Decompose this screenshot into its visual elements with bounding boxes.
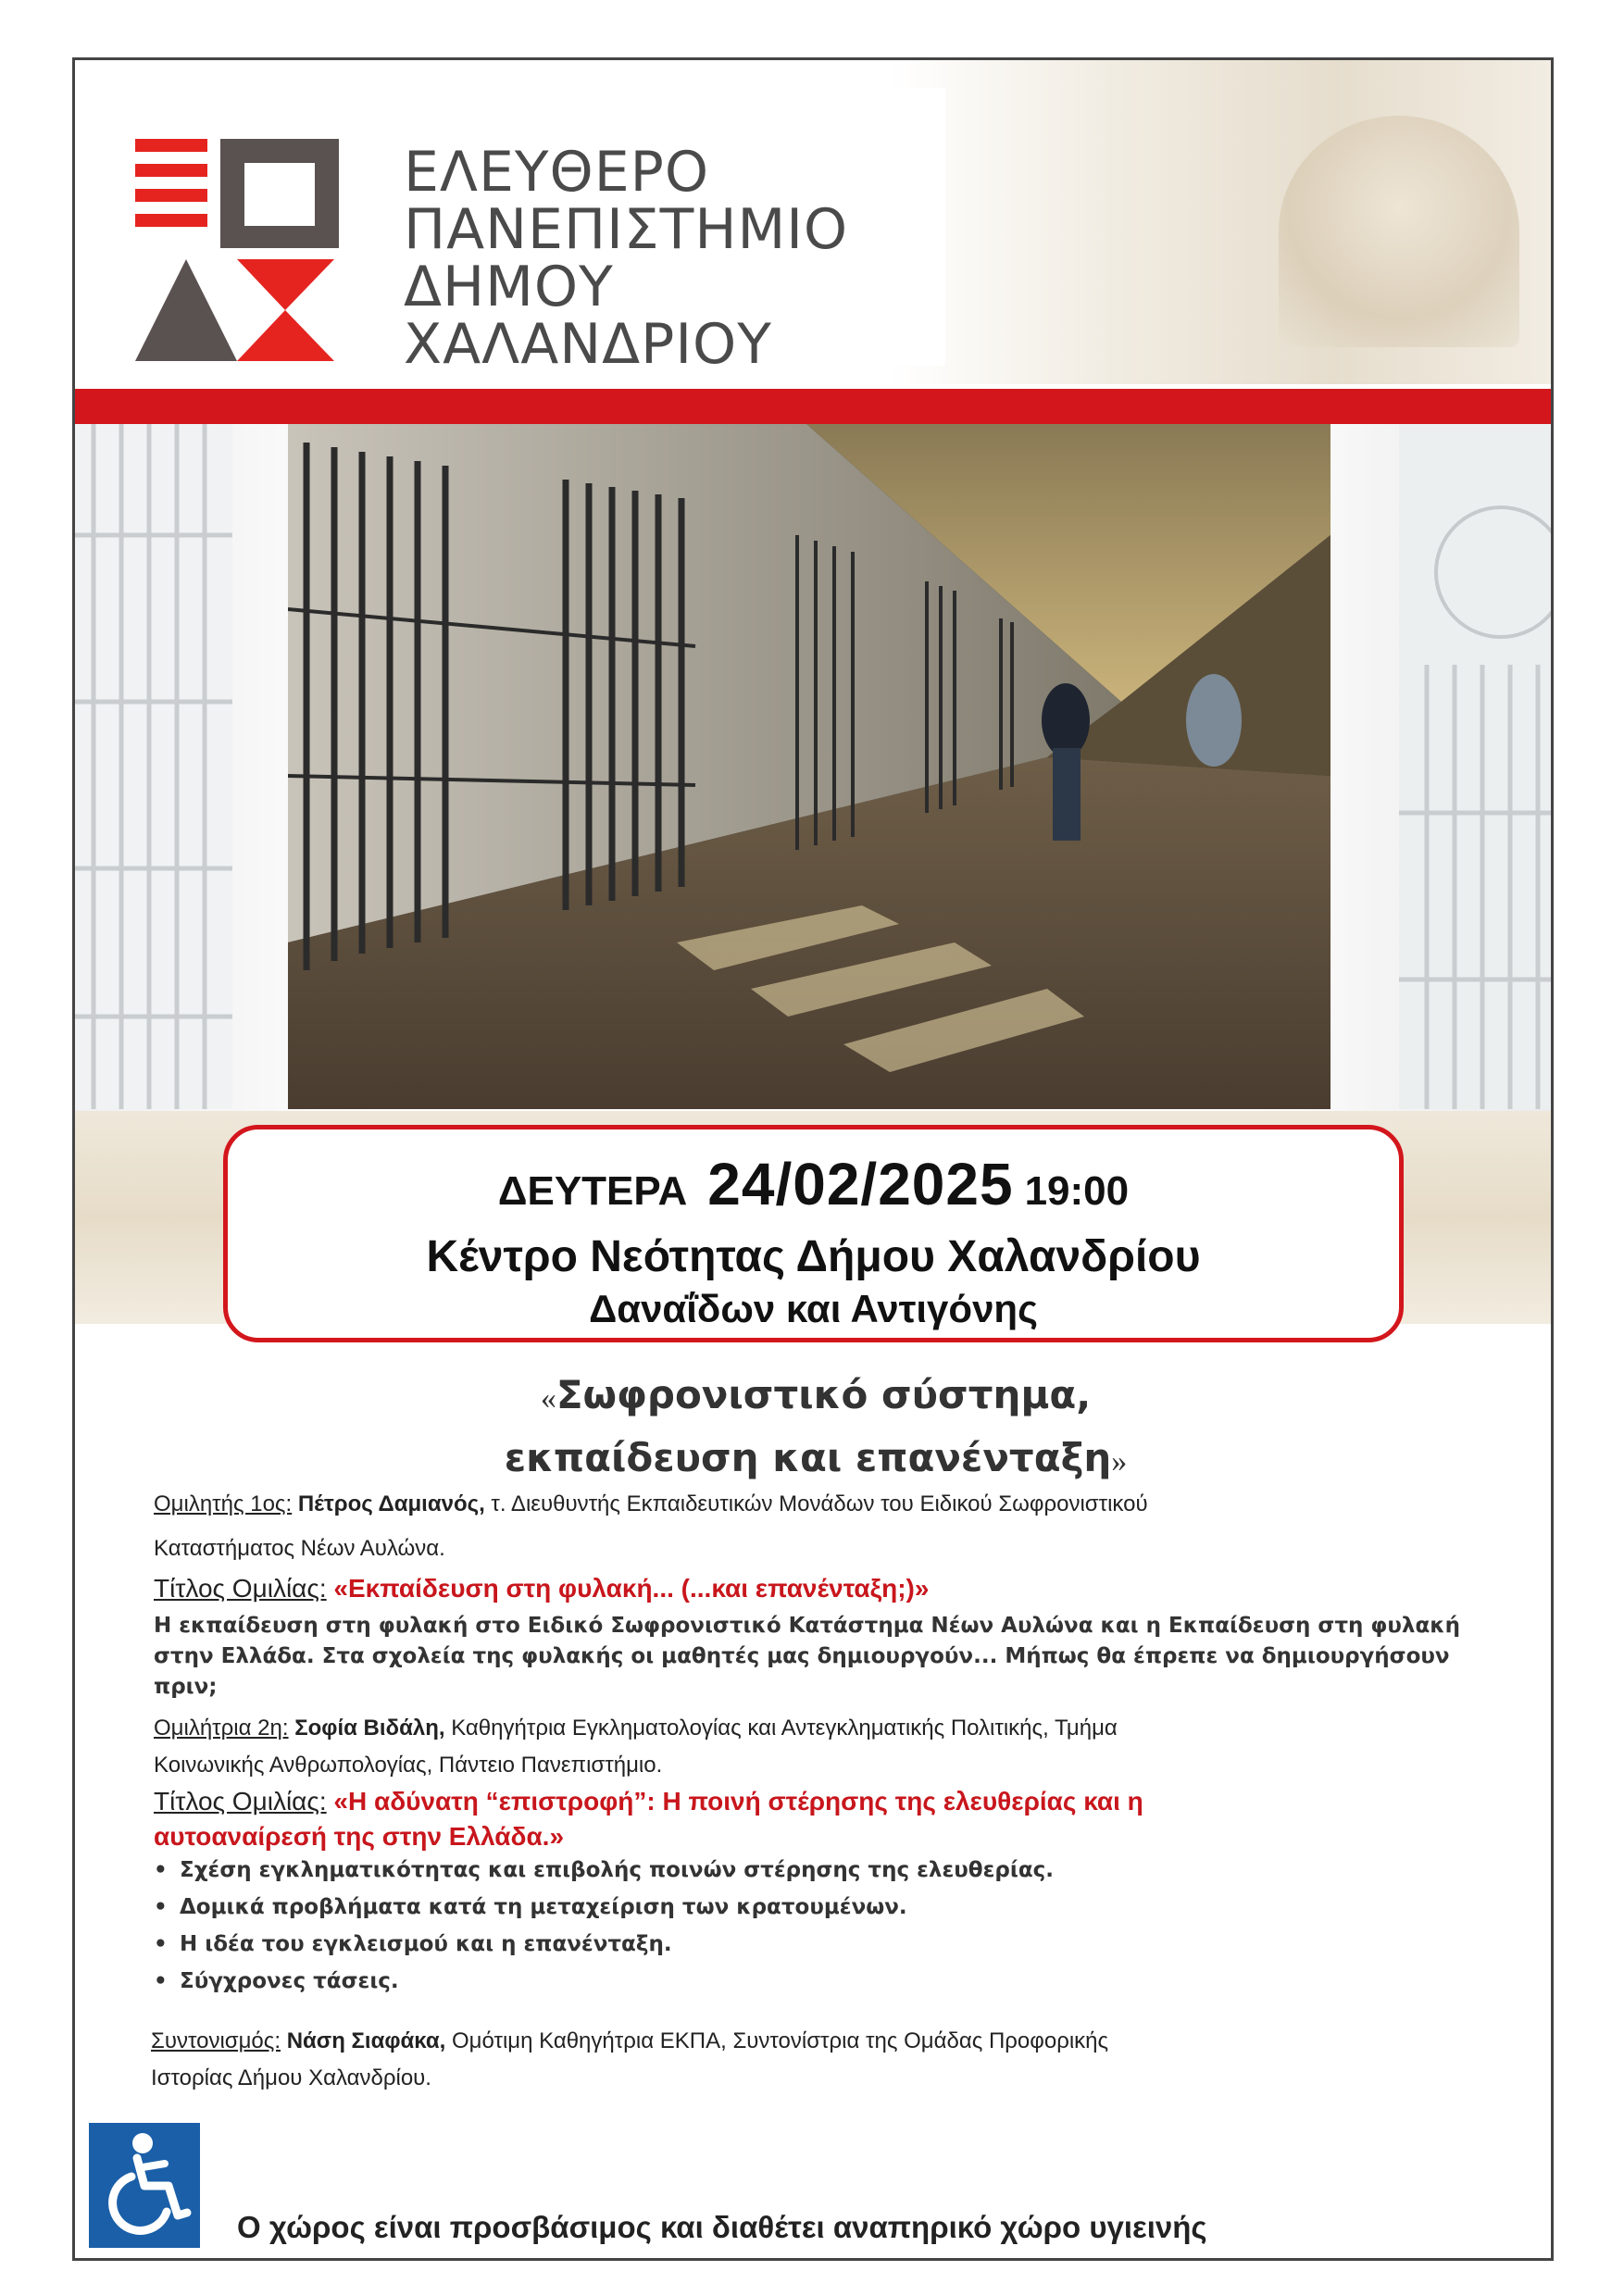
speaker1-talk	[154, 1571, 929, 1606]
moderator-role: Συντονισμός:	[151, 2028, 281, 2053]
event-date: 24/02/2025	[707, 1151, 1014, 1217]
photo-zone	[75, 424, 1554, 1123]
title-open-quote: «	[540, 1381, 556, 1416]
speaker1-desc: τ. Διευθυντής Εκπαιδευτικών Μονάδων του Ειδικού Σωφρονιστικού	[491, 1491, 1148, 1516]
speaker2-talk-label: Τίτλος Ομιλίας:	[154, 1787, 327, 1816]
event-datetime	[228, 1150, 1399, 1218]
logo-line: ΧΑΛΑΝΔΡΙΟΥ	[404, 312, 772, 377]
speaker2-talk-title-2: αυτοαναίρεσή της στην Ελλάδα.»	[154, 1822, 565, 1851]
speaker2-name: Σοφία Βιδάλη,	[294, 1716, 445, 1741]
event-venue: Κέντρο Νεότητας Δήμου Χαλανδρίου	[426, 1232, 1201, 1281]
logo-line: ΕΛΕΥΘΕΡΟ	[404, 140, 710, 205]
topic-item: • Σύγχρονες τάσεις.	[154, 1963, 1450, 2000]
title-line-1: Σωφρονιστικό σύστημα,	[556, 1372, 1092, 1417]
red-band-divider	[75, 389, 1554, 424]
speaker2-topics	[154, 1852, 1450, 2000]
logo-wordmark	[404, 140, 849, 377]
speaker2-info	[154, 1710, 1505, 1784]
speaker1-role: Ομιλητής 1ος:	[154, 1491, 293, 1516]
fresco-ornament	[1279, 116, 1519, 347]
event-address: Δαναΐδων και Αντιγόνης	[589, 1287, 1038, 1330]
cell-bars-left-decor	[75, 424, 232, 1109]
speaker1-abstract: Η εκπαίδευση στη φυλακή στο Ειδικό Σωφρονιστικό Κατάστημα Νέων Αυλώνα και η Εκπαίδευση στη φυλακή στην Ελλάδα. Στα σχολεία της φυλακής οι μαθητές μας δημιουργούν... Μήπως θα έπρεπε να δημιουργήσουν πριν;	[154, 1614, 1460, 1699]
moderator-info	[151, 2023, 1503, 2097]
speaker1-talk-label: Τίτλος Ομιλίας:	[154, 1574, 327, 1603]
topic-item: • Δομικά προβλήματα κατά τη μεταχείριση των κρατουμένων.	[154, 1889, 1450, 1926]
accessibility-note: Ο χώρος είναι προσβάσιμος και διαθέτει αναπηρικό χώρο υγιεινής	[237, 2210, 1207, 2244]
event-day: ΔΕΥΤΕΡΑ	[497, 1168, 688, 1214]
moderator-desc: Ομότιμη Καθηγήτρια ΕΚΠΑ, Συντονίστρια της Ομάδας Προφορικής	[451, 2028, 1109, 2053]
speaker2-talk-title-1: «Η αδύνατη “επιστροφή”: Η ποινή στέρησης της ελευθερίας και η	[333, 1787, 1143, 1816]
speaker2-role: Ομιλήτρια 2η:	[154, 1716, 289, 1741]
event-info-box	[223, 1125, 1404, 1342]
title-line-2: εκπαίδευση και επανένταξη	[504, 1435, 1112, 1480]
epdx-logo-icon	[135, 139, 357, 366]
title-close-quote: »	[1111, 1444, 1128, 1479]
logo-box	[75, 88, 945, 377]
poster-frame	[72, 57, 1554, 2261]
moderator-name: Νάση Σιαφάκα,	[286, 2028, 446, 2053]
topic-item: • Η ιδέα του εγκλεισμού και η επανένταξη.	[154, 1926, 1450, 1963]
logo-line: ΠΑΝΕΠΙΣΤΗΜΙΟ	[404, 197, 849, 262]
logo-line: ΔΗΜΟΥ	[404, 255, 614, 319]
speaker1-name: Πέτρος Δαμιανός,	[297, 1491, 485, 1516]
topic-item: • Σχέση εγκληματικότητας και επιβολής ποινών στέρησης της ελευθερίας.	[154, 1852, 1450, 1889]
speaker1-desc-2: Καταστήματος Νέων Αυλώνα.	[154, 1536, 445, 1561]
speaker2-desc-2: Κοινωνικής Ανθρωπολογίας, Πάντειο Πανεπιστήμιο.	[154, 1753, 663, 1778]
event-time: 19:00	[1024, 1168, 1130, 1214]
lecture-title	[75, 1366, 1554, 1491]
prison-corridor-photo	[288, 424, 1330, 1109]
cell-bars-right-decor	[1399, 424, 1554, 1109]
wheelchair-accessibility-icon	[89, 2123, 200, 2248]
speaker1-info	[154, 1486, 1505, 1567]
moderator-desc-2: Ιστορίας Δήμου Χαλανδρίου.	[151, 2065, 431, 2090]
speaker2-talk	[154, 1784, 1143, 1854]
speaker2-desc: Καθηγήτρια Εγκληματολογίας και Αντεγκληματικής Πολιτικής, Τμήμα	[451, 1716, 1118, 1741]
speaker1-talk-title: «Εκπαίδευση στη φυλακή... (...και επανένταξη;)»	[333, 1574, 930, 1603]
